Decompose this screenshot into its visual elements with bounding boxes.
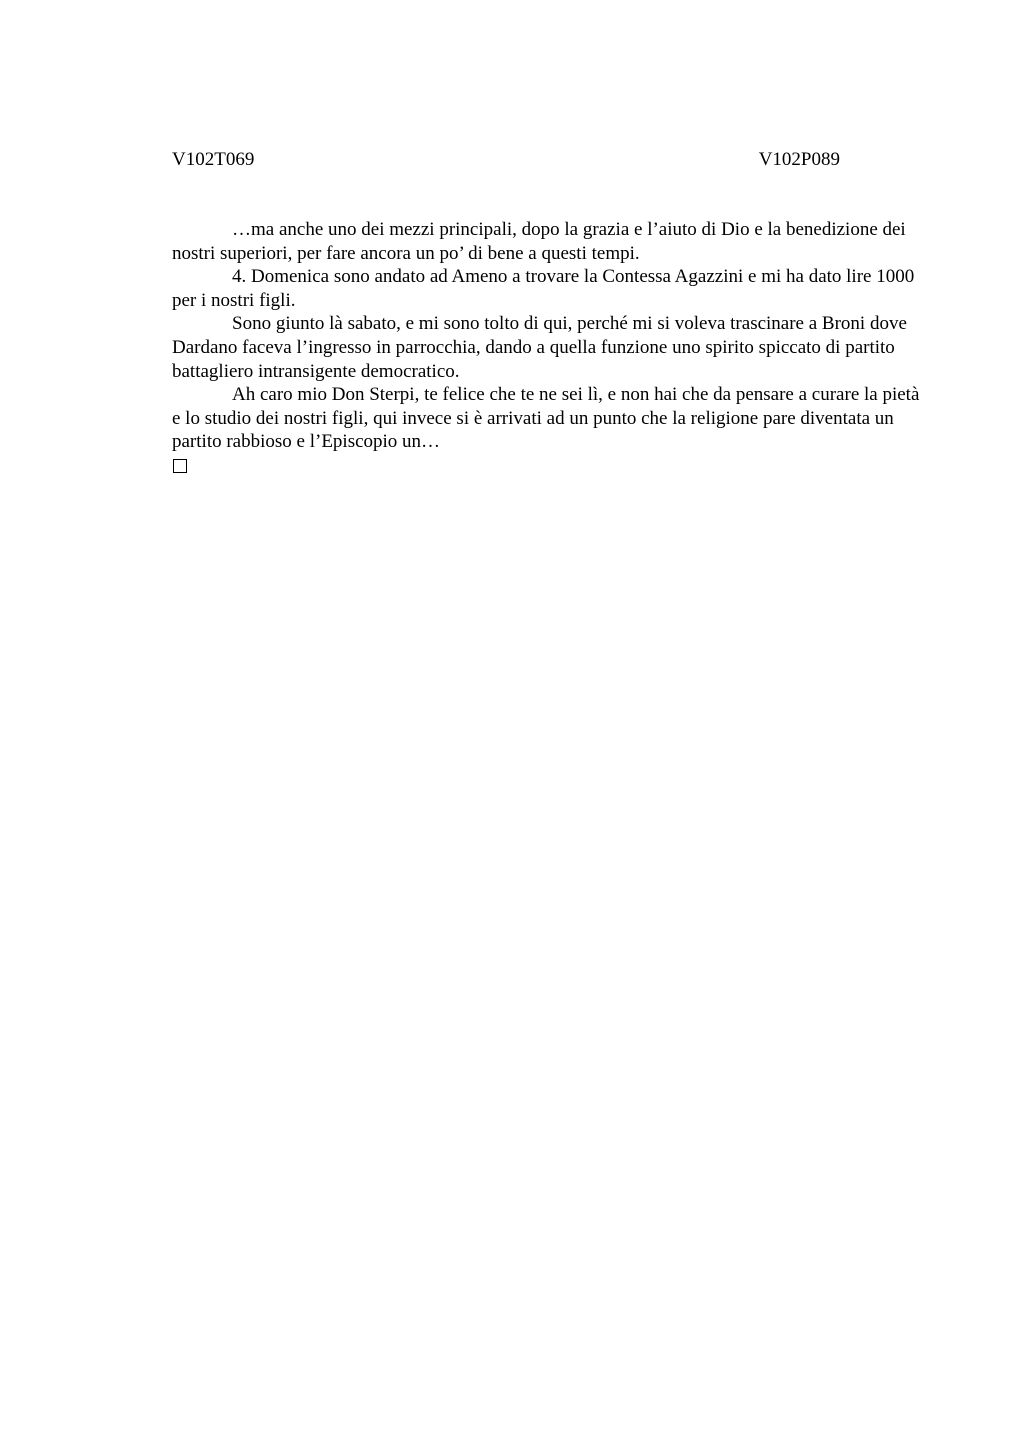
document-code-right: V102P089	[758, 149, 840, 170]
document-code-left: V102T069	[172, 149, 255, 170]
page-header	[172, 148, 840, 172]
paragraph-4: Ah caro mio Don Sterpi, te felice che te ne sei lì, e non hai che da pensare a curare la pietà e lo studio dei nostri figli, qui invece si è arrivati ad un punto che la religione pare diventata un partito rabbioso e l’Episcopio un…	[172, 384, 920, 453]
paragraph-3: Sono giunto là sabato, e mi sono tolto di qui, perché mi si voleva trascinare a Broni dove Dardano faceva l’ingresso in parrocchia, dando a quella funzione uno spirito spiccato di partito battagliero intransigente democratico.	[172, 313, 907, 382]
paragraph-2: 4. Domenica sono andato ad Ameno a trovare la Contessa Agazzini e mi ha dato lire 1000 per i nostri figli.	[172, 266, 915, 311]
end-of-text-box-icon	[173, 459, 187, 473]
letter-body	[172, 218, 924, 473]
paragraph-1: …ma anche uno dei mezzi principali, dopo la grazia e l’aiuto di Dio e la benedizione dei nostri superiori, per fare ancora un po’ di bene a questi tempi.	[172, 219, 906, 264]
